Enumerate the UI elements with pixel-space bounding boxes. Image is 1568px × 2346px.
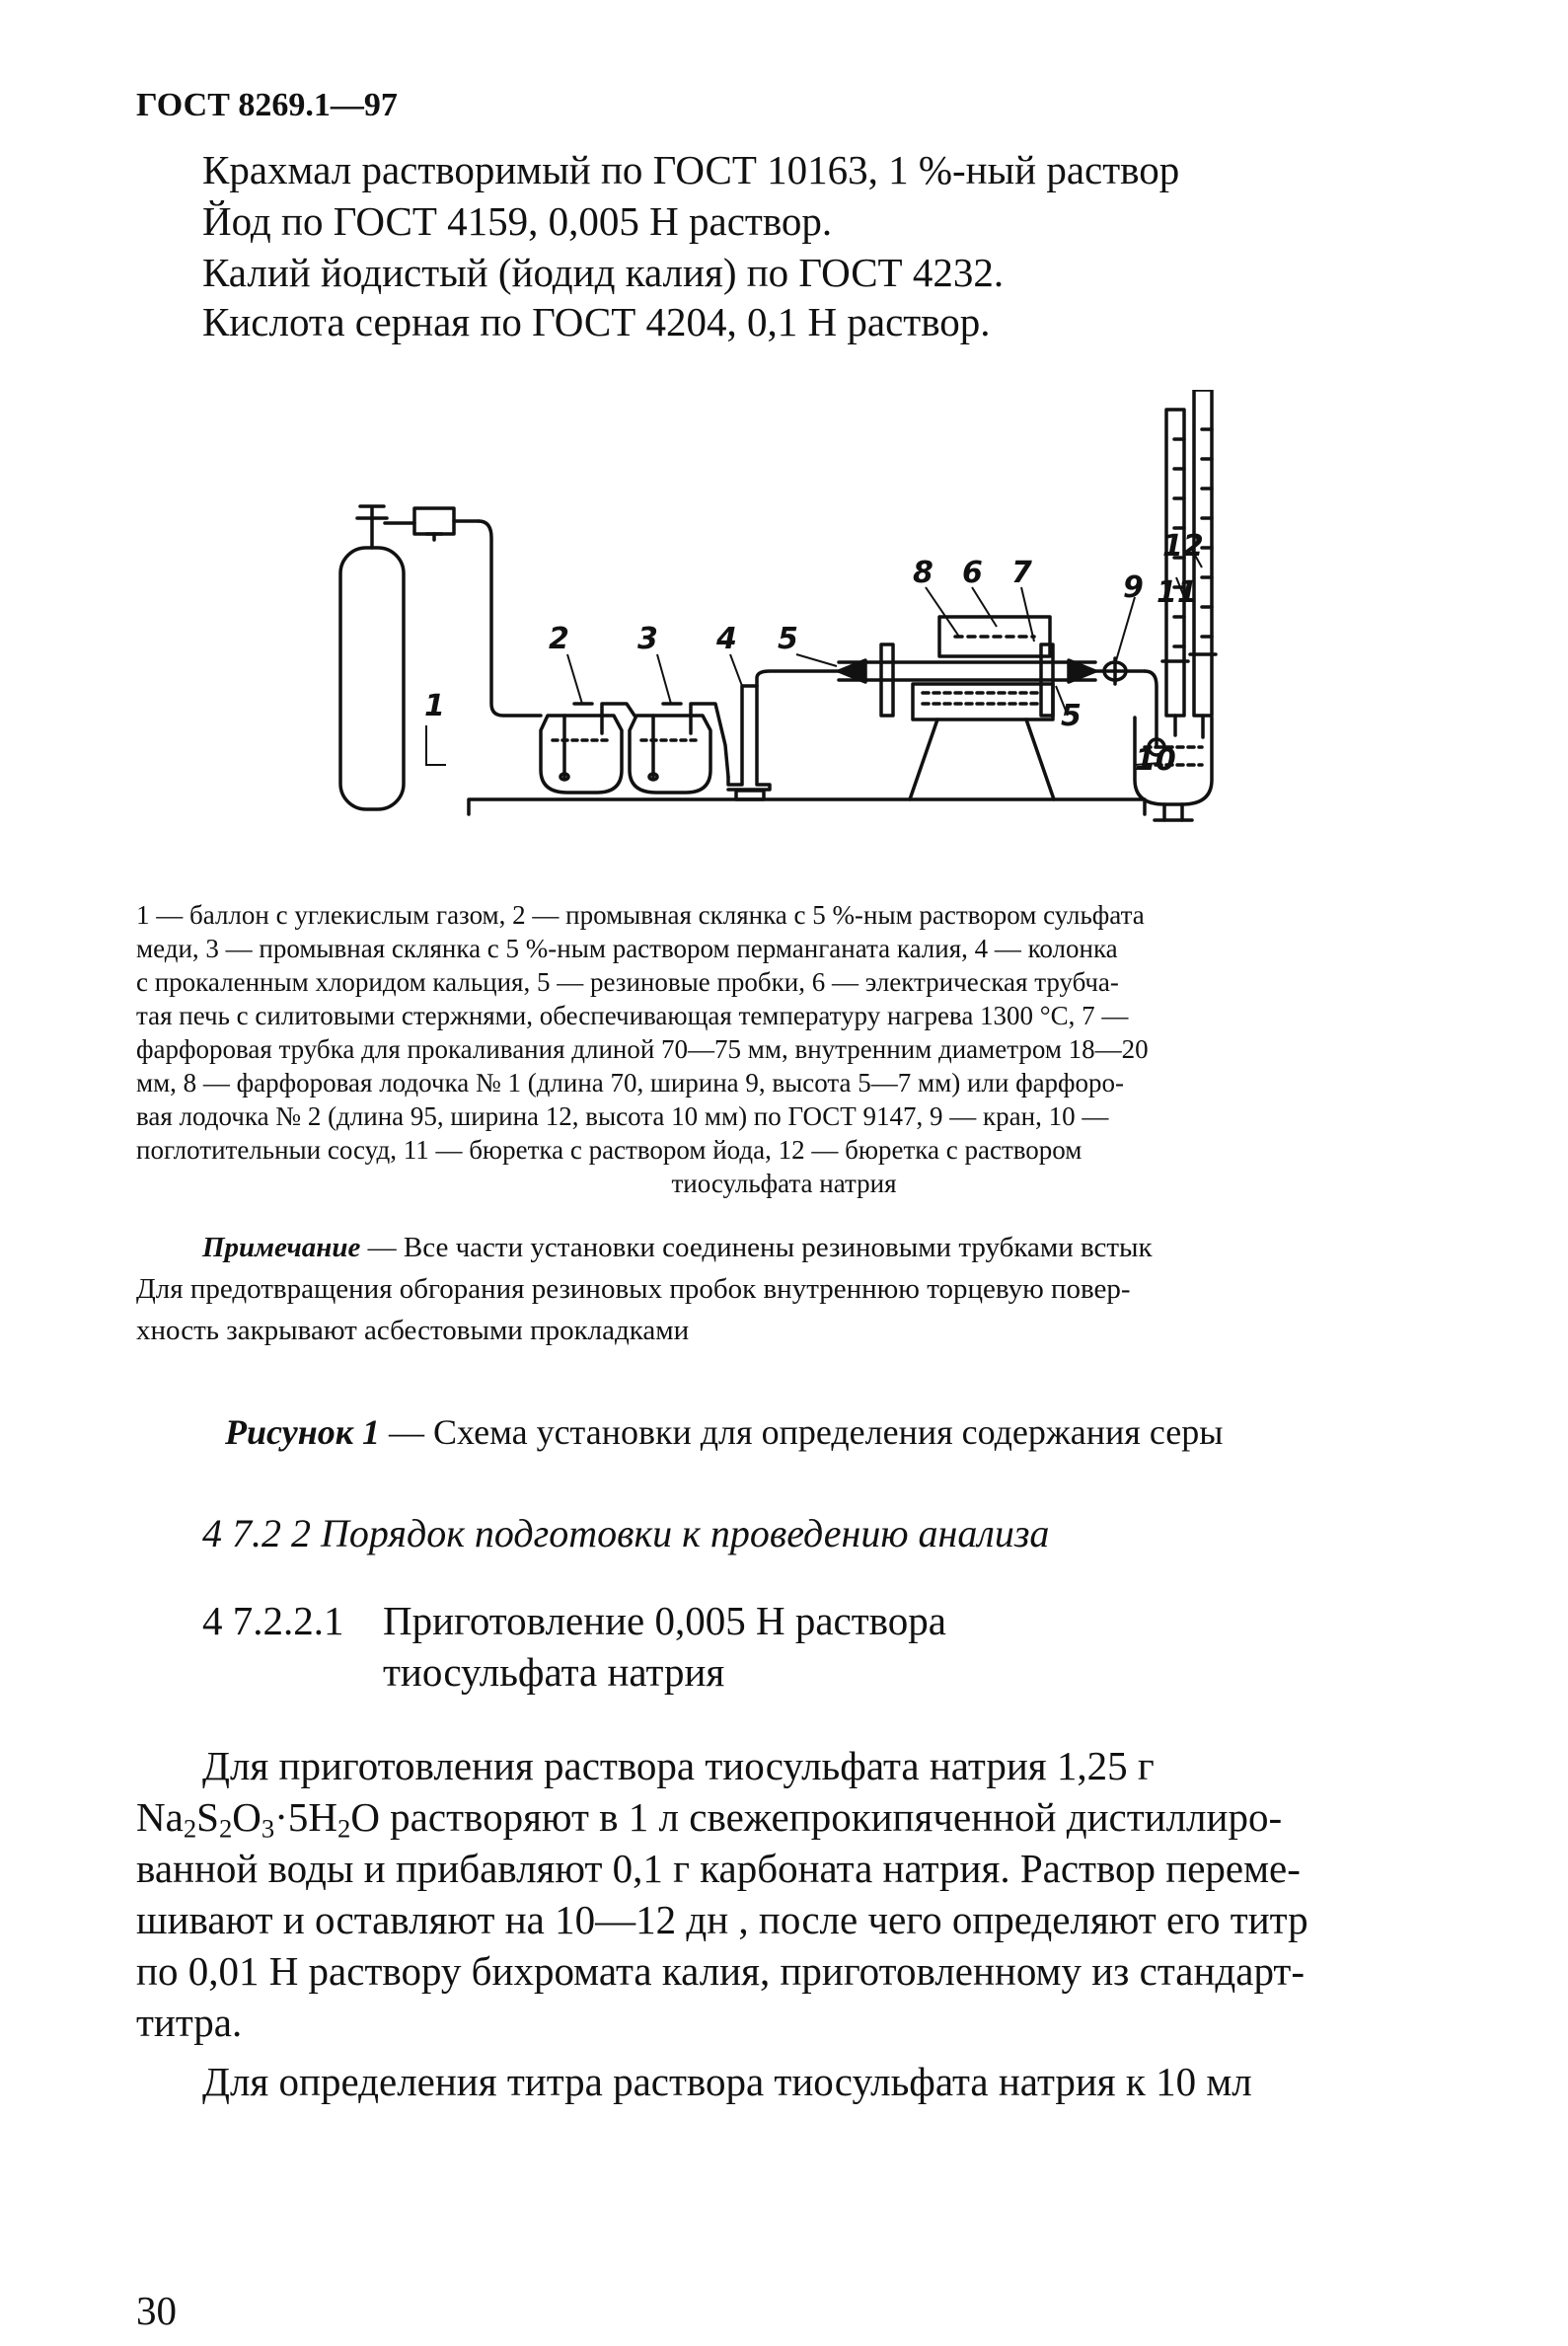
callout-label: 2	[549, 622, 569, 656]
figure-note	[202, 1232, 1153, 1264]
reagent-line: Кислота серная по ГОСТ 4204, 0,1 Н раствор.	[202, 299, 991, 344]
caption-text: — Схема установки для определения содержания серы	[379, 1412, 1224, 1452]
reagent-line: Крахмал растворимый по ГОСТ 10163, 1 %-ный раствор	[202, 147, 1180, 192]
chemical-formula: $Na_2S_2O_3\cdot 5H_2O$	[136, 1794, 380, 1844]
figure-legend-line: поглотительныи сосуд, 11 — бюретка с раствором йода, 12 — бюретка с раствором	[136, 1135, 1083, 1165]
note-label: Примечание	[202, 1232, 361, 1263]
gas-cylinder	[340, 506, 479, 809]
paragraph-line: по 0,01 Н раствору бихромата калия, приготовленному из стандарт-	[136, 1948, 1305, 1994]
reagent-line: Калий йодистый (йодид калия) по ГОСТ 4232.	[202, 250, 1005, 295]
document-header: ГОСТ 8269.1—97	[136, 87, 398, 123]
wash-bottle-2	[541, 704, 622, 793]
calcium-chloride-column	[728, 686, 770, 799]
paragraph-line: шивают и оставляют на 10—12 дн , после чего определяют его титр	[136, 1897, 1308, 1942]
figure-legend-line: фарфоровая трубка для прокаливания длиной 70—75 мм, внутренним диаметром 18—20	[136, 1034, 1149, 1064]
paragraph-line: Для приготовления раствора тиосульфата натрия 1,25 г	[202, 1743, 1155, 1788]
clause-title: тиосульфата натрия	[383, 1649, 725, 1695]
figure-legend-line: с прокаленным хлоридом кальция, 5 — резиновые пробки, 6 — электрическая трубча-	[136, 967, 1119, 997]
connector-tube	[757, 671, 839, 686]
figure-legend-line: меди, 3 — промывная склянка с 5 %-ным раствором перманганата калия, 4 — колонка	[136, 934, 1118, 963]
reagent-line: Йод по ГОСТ 4159, 0,005 Н раствор.	[202, 198, 833, 244]
callout-label: 8	[913, 556, 933, 590]
connector-tube	[602, 704, 635, 716]
callout-label: 7	[1011, 556, 1032, 590]
paragraph-line: $Na_2S_2O_3\cdot 5H_2O$ растворяют в 1 л свежепрокипяченной дистиллиро-	[136, 1794, 1283, 1844]
figure-legend-line: 1 — баллон с углекислым газом, 2 — промывная склянка с 5 %-ным раствором сульфата	[136, 900, 1145, 930]
callout-label: 1	[424, 689, 445, 723]
caption-label: Рисунок 1	[225, 1412, 380, 1452]
figure-note-line: хность закрывают асбестовыми прокладками	[136, 1315, 690, 1346]
callout-label: 9	[1123, 570, 1144, 605]
callout-label: 4	[716, 622, 737, 656]
burette-12	[1190, 390, 1216, 737]
clause-number: 4 7.2.2.1	[202, 1598, 344, 1643]
figure-caption	[225, 1411, 1223, 1453]
paragraph-line: титра.	[136, 2000, 243, 2045]
callout-label: 5	[778, 622, 798, 656]
wash-bottle-3	[630, 704, 710, 793]
apparatus-diagram	[316, 390, 1312, 854]
paragraph-line: ванной воды и прибавляют 0,1 г карбоната натрия. Раствор переме-	[136, 1846, 1301, 1891]
clause-title: Приготовление 0,005 Н раствора	[383, 1598, 946, 1643]
figure-note-line: Для предотвращения обгорания резиновых пробок внутреннюю торцевую повер-	[136, 1273, 1131, 1305]
callout-label: 10	[1135, 743, 1176, 778]
callout-label: 3	[637, 622, 658, 656]
gas-tube	[479, 521, 541, 716]
section-heading: 4 7.2 2 Порядок подготовки к проведению анализа	[202, 1511, 1050, 1555]
stopcock	[1095, 658, 1145, 684]
furnace-assembly	[839, 617, 1095, 799]
figure-legend-line: вая лодочка № 2 (длина 95, ширина 12, высота 10 мм) по ГОСТ 9147, 9 — кран, 10 —	[136, 1101, 1109, 1131]
base-platform	[469, 799, 1145, 814]
callout-label: 12	[1162, 529, 1204, 564]
figure-legend-line: тая печь с силитовыми стержнями, обеспечивающая температуру нагрева 1300 °С, 7 —	[136, 1001, 1129, 1030]
callout-label: 11	[1157, 575, 1198, 610]
page-number: 30	[136, 2288, 177, 2333]
callout-label: 6	[962, 556, 983, 590]
note-text: — Все части установки соединены резиновыми трубками встык	[360, 1232, 1153, 1263]
figure-legend-line: мм, 8 — фарфоровая лодочка № 1 (длина 70, ширина 9, высота 5—7 мм) или фарфоро-	[136, 1068, 1125, 1097]
burette-11	[1162, 410, 1188, 735]
figure-legend-line: тиосульфата натрия	[671, 1169, 897, 1198]
paragraph-line: Для определения титра раствора тиосульфата натрия к 10 мл	[202, 2059, 1252, 2104]
connector-tube	[1145, 671, 1157, 745]
callout-label: 5	[1061, 699, 1082, 733]
